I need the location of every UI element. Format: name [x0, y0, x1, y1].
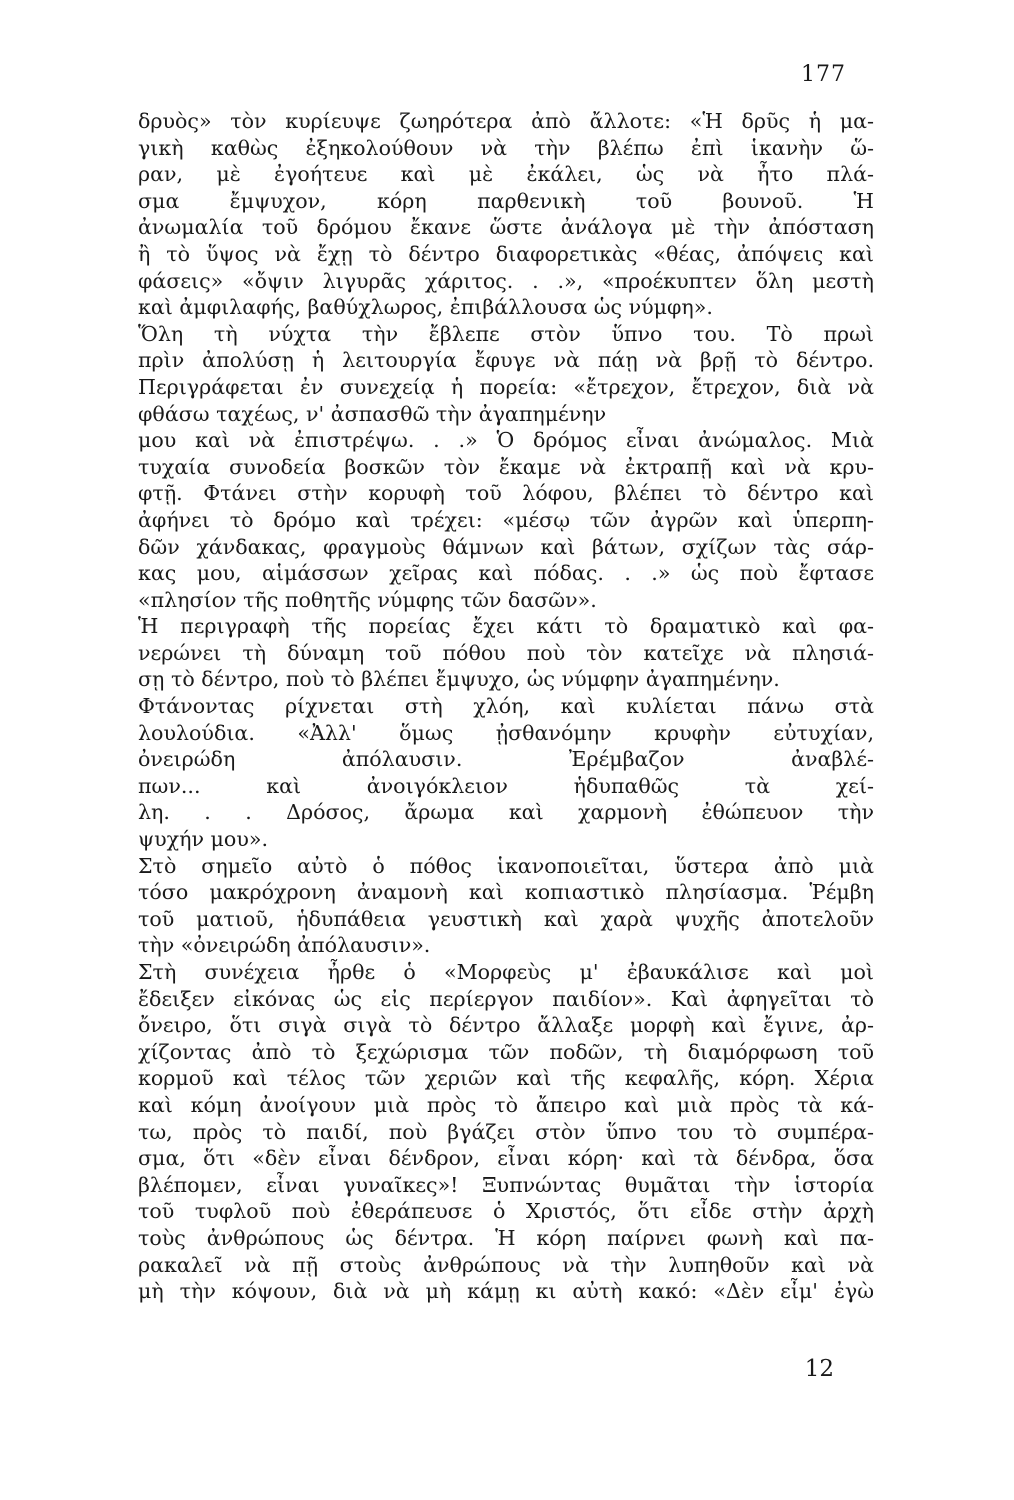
- text-line: «πλησίον τῆς ποθητῆς νύμφης τῶν δασῶν».: [138, 587, 597, 612]
- text-line: κας μου, αἱμάσσων χεῖρας καὶ πόδας. . .» ὡς ποὺ ἔφτασε: [138, 561, 874, 586]
- text-line: ψυχήν μου».: [138, 827, 268, 852]
- signature-mark: 12: [804, 1356, 834, 1382]
- text-line: Στὸ σημεῖο αὐτὸ ὁ πόθος ἱκανοποιεῖται, ὕστερα ἀπὸ μιὰ: [138, 853, 874, 878]
- text-line: καὶ ἀμφιλαφής, βαθύχλωρος, ἐπιβάλλουσα ὡς νύμφη».: [138, 295, 713, 320]
- text-line: καὶ κόμη ἀνοίγουν μιὰ πρὸς τὸ ἄπειρο καὶ μιὰ πρὸς τὰ κά-: [138, 1092, 874, 1117]
- text-line: τὴν «ὀνειρώδη ἀπόλαυσιν».: [138, 933, 431, 958]
- text-line: Στὴ συνέχεια ἦρθε ὁ «Μορφεὺς μ' ἐβαυκάλισε καὶ μοὶ: [138, 960, 874, 984]
- text-line: φθάσω ταχέως, ν' ἀσπασθῶ τὴν ἀγαπημένην: [138, 401, 607, 426]
- text-line: Ἡ περιγραφὴ τῆς πορείας ἔχει κάτι τὸ δραματικὸ καὶ φα-: [138, 614, 874, 639]
- text-line: ὀνειρώδη ἀπόλαυσιν. Ἐρέμβαζον ἀναβλέ-: [138, 747, 874, 772]
- text-line: ὄνειρο, ὅτι σιγὰ σιγὰ τὸ δέντρο ἄλλαξε μορφὴ καὶ ἔγινε, ἀρ-: [138, 1013, 874, 1038]
- text-line: σμα, ὅτι «δὲν εἶναι δένδρον, εἶναι κόρη· καὶ τὰ δένδρα, ὅσα: [138, 1146, 874, 1171]
- text-line: τοῦ τυφλοῦ ποὺ ἐθεράπευσε ὁ Χριστός, ὅτι εἶδε στὴν ἀρχὴ: [138, 1199, 874, 1224]
- text-line: ἀνωμαλία τοῦ δρόμου ἔκανε ὥστε ἀνάλογα μὲ τὴν ἀπόσταση: [138, 215, 874, 240]
- text-line: δρυὸς» τὸν κυρίευψε ζωηρότερα ἀπὸ ἄλλοτε: «Ἡ δρῦς ἡ μα-: [138, 109, 874, 133]
- text-line: τοὺς ἀνθρώπους ὡς δέντρα. Ἡ κόρη παίρνει φωνὴ καὶ πα-: [138, 1225, 874, 1250]
- text-line: Περιγράφεται ἐν συνεχείᾳ ἡ πορεία: «ἔτρεχον, ἔτρεχον, διὰ νὰ: [138, 374, 874, 399]
- text-line: λη. . . Δρόσος, ἄρωμα καὶ χαρμονὴ ἐθώπευον τὴν: [138, 800, 874, 825]
- text-line: σῃ τὸ δέντρο, ποὺ τὸ βλέπει ἔμψυχο, ὡς νύμφην ἀγαπημένην.: [138, 667, 780, 692]
- text-line: Φτάνοντας ρίχνεται στὴ χλόη, καὶ κυλίεται πάνω στὰ: [138, 694, 874, 719]
- text-line: φάσεις» «ὄψιν λιγυρᾶς χάριτος. . .», «προέκυπτεν ὅλη μεστὴ: [138, 268, 874, 293]
- page-number: 177: [801, 62, 846, 87]
- body-text: [138, 108, 874, 1305]
- text-line: ρακαλεῖ νὰ πῇ στοὺς ἀνθρώπους νὰ τὴν λυπηθοῦν καὶ νὰ: [138, 1252, 874, 1277]
- text-line: φτῇ. Φτάνει στὴν κορυφὴ τοῦ λόφου, βλέπει τὸ δέντρο καὶ: [138, 481, 874, 506]
- text-line: νερώνει τὴ δύναμη τοῦ πόθου ποὺ τὸν κατεῖχε νὰ πλησιά-: [138, 640, 874, 665]
- text-line: ἢ τὸ ὕψος νὰ ἔχῃ τὸ δέντρο διαφορετικὰς «θέας, ἀπόψεις καὶ: [138, 241, 874, 266]
- text-line: λουλούδια. «Ἀλλ' ὅμως ᾐσθανόμην κρυφὴν εὐτυχίαν,: [138, 720, 874, 745]
- text-line: πων... καὶ ἀνοιγόκλειον ἡδυπαθῶς τὰ χεί-: [138, 773, 874, 798]
- text-line: Ὅλη τὴ νύχτα τὴν ἔβλεπε στὸν ὕπνο του. Τὸ πρωὶ: [138, 321, 874, 346]
- text-line: σμα ἔμψυχον, κόρη παρθενικὴ τοῦ βουνοῦ. Ἡ: [138, 188, 874, 213]
- text-line: μὴ τὴν κόψουν, διὰ νὰ μὴ κάμῃ κι αὐτὴ κακό: «Δὲν εἶμ' ἐγὼ: [138, 1279, 874, 1304]
- text-line: τω, πρὸς τὸ παιδί, ποὺ βγάζει στὸν ὕπνο του τὸ συμπέρα-: [138, 1119, 874, 1144]
- text-line: μου καὶ νὰ ἐπιστρέψω. . .» Ὁ δρόμος εἶναι ἀνώμαλος. Μιὰ: [138, 428, 874, 453]
- text-line: ἀφήνει τὸ δρόμο καὶ τρέχει: «μέσῳ τῶν ἀγρῶν καὶ ὑπερπη-: [138, 507, 874, 532]
- text-line: πρὶν ἀπολύσῃ ἡ λειτουργία ἔφυγε νὰ πάῃ νὰ βρῇ τὸ δέντρο.: [138, 348, 874, 373]
- text-line: τόσο μακρόχρονη ἀναμονὴ καὶ κοπιαστικὸ πλησίασμα. Ῥέμβη: [138, 880, 874, 905]
- text-line: τυχαία συνοδεία βοσκῶν τὸν ἔκαμε νὰ ἐκτραπῇ καὶ νὰ κρυ-: [138, 454, 874, 479]
- text-line: τοῦ ματιοῦ, ἡδυπάθεια γευστικὴ καὶ χαρὰ ψυχῆς ἀποτελοῦν: [138, 906, 874, 931]
- text-line: κορμοῦ καὶ τέλος τῶν χεριῶν καὶ τῆς κεφαλῆς, κόρη. Χέρια: [138, 1066, 874, 1091]
- text-line: ραν, μὲ ἐγοήτευε καὶ μὲ ἐκάλει, ὡς νὰ ἦτο πλά-: [138, 162, 874, 187]
- text-line: βλέπομεν, εἶναι γυναῖκες»! Ξυπνώντας θυμᾶται τὴν ἱστορία: [138, 1172, 874, 1197]
- text-line: χίζοντας ἀπὸ τὸ ξεχώρισμα τῶν ποδῶν, τὴ διαμόρφωση τοῦ: [138, 1039, 874, 1064]
- text-line: γικὴ καθὼς ἐξηκολούθουν νὰ τὴν βλέπω ἐπὶ ἱκανὴν ὥ-: [138, 135, 874, 160]
- text-line: δῶν χάνδακας, φραγμοὺς θάμνων καὶ βάτων, σχίζων τὰς σάρ-: [138, 534, 874, 559]
- text-line: ἔδειξεν εἰκόνας ὡς εἰς περίεργον παιδίον». Καὶ ἀφηγεῖται τὸ: [138, 986, 874, 1011]
